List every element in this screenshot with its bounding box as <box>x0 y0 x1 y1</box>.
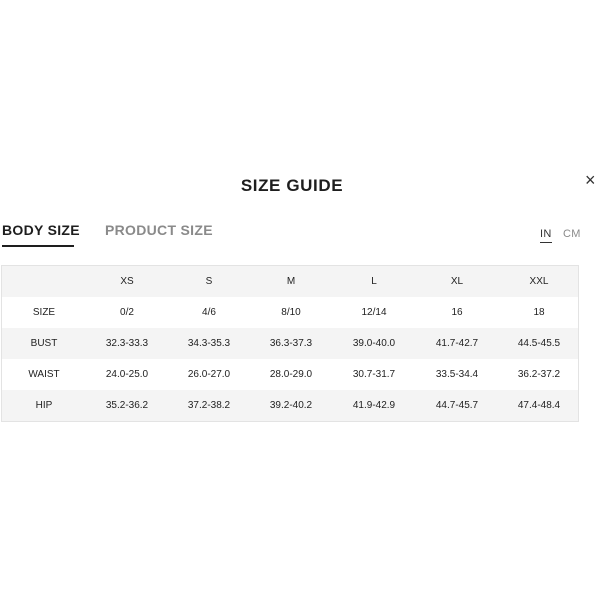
table-header-cell: XL <box>450 276 464 287</box>
table-cell: 47.4-48.4 <box>517 400 561 411</box>
unit-cm-label: CM <box>563 228 581 240</box>
table-cell: 32.3-33.3 <box>105 338 149 349</box>
table-cell: 0/2 <box>120 307 134 318</box>
row-label: WAIST <box>28 369 60 380</box>
table-cell: 18 <box>533 307 545 318</box>
row-label: BUST <box>30 338 58 349</box>
table-cell: 36.2-37.2 <box>517 369 561 380</box>
table-cell: 34.3-35.3 <box>187 338 231 349</box>
table-cell: 44.5-45.5 <box>517 338 561 349</box>
size-table <box>1 265 579 422</box>
table-cell: 36.3-37.3 <box>269 338 313 349</box>
table-header-cell <box>2 266 86 297</box>
table-header-cell: S <box>205 276 213 287</box>
table-header-cell: L <box>371 276 377 287</box>
table-cell: 37.2-38.2 <box>187 400 231 411</box>
table-cell: 33.5-34.4 <box>435 369 479 380</box>
table-cell: 26.0-27.0 <box>187 369 231 380</box>
table-cell: 8/10 <box>281 307 301 318</box>
row-label: SIZE <box>32 307 56 318</box>
active-unit-underline <box>540 242 552 243</box>
row-label: HIP <box>35 400 53 411</box>
unit-toggle-in[interactable] <box>540 228 552 240</box>
table-header-cell: XXL <box>529 276 549 287</box>
table-cell: 30.7-31.7 <box>352 369 396 380</box>
close-icon[interactable]: × <box>585 170 596 190</box>
table-header-row <box>2 266 578 297</box>
table-cell: 28.0-29.0 <box>269 369 313 380</box>
table-cell: 44.7-45.7 <box>435 400 479 411</box>
table-cell: 24.0-25.0 <box>105 369 149 380</box>
table-cell: 39.0-40.0 <box>352 338 396 349</box>
unit-toggle-cm[interactable] <box>563 228 581 240</box>
tab-body-size-label: BODY SIZE <box>2 222 80 238</box>
table-row <box>2 328 578 359</box>
table-cell: 12/14 <box>361 307 387 318</box>
table-cell: 39.2-40.2 <box>269 400 313 411</box>
table-header-cell: M <box>286 276 296 287</box>
active-tab-underline <box>2 245 74 247</box>
table-cell: 16 <box>451 307 463 318</box>
table-cell: 4/6 <box>202 307 216 318</box>
table-row <box>2 297 578 328</box>
page-title: SIZE GUIDE <box>240 176 344 195</box>
table-row <box>2 390 578 421</box>
table-cell: 41.9-42.9 <box>352 400 396 411</box>
unit-in-label: IN <box>540 228 552 240</box>
tab-product-size[interactable] <box>105 222 213 238</box>
table-cell: 41.7-42.7 <box>435 338 479 349</box>
tab-product-size-label: PRODUCT SIZE <box>105 222 213 238</box>
table-cell: 35.2-36.2 <box>105 400 149 411</box>
table-row <box>2 359 578 390</box>
table-header-cell: XS <box>120 276 134 287</box>
tab-body-size[interactable] <box>2 222 80 238</box>
